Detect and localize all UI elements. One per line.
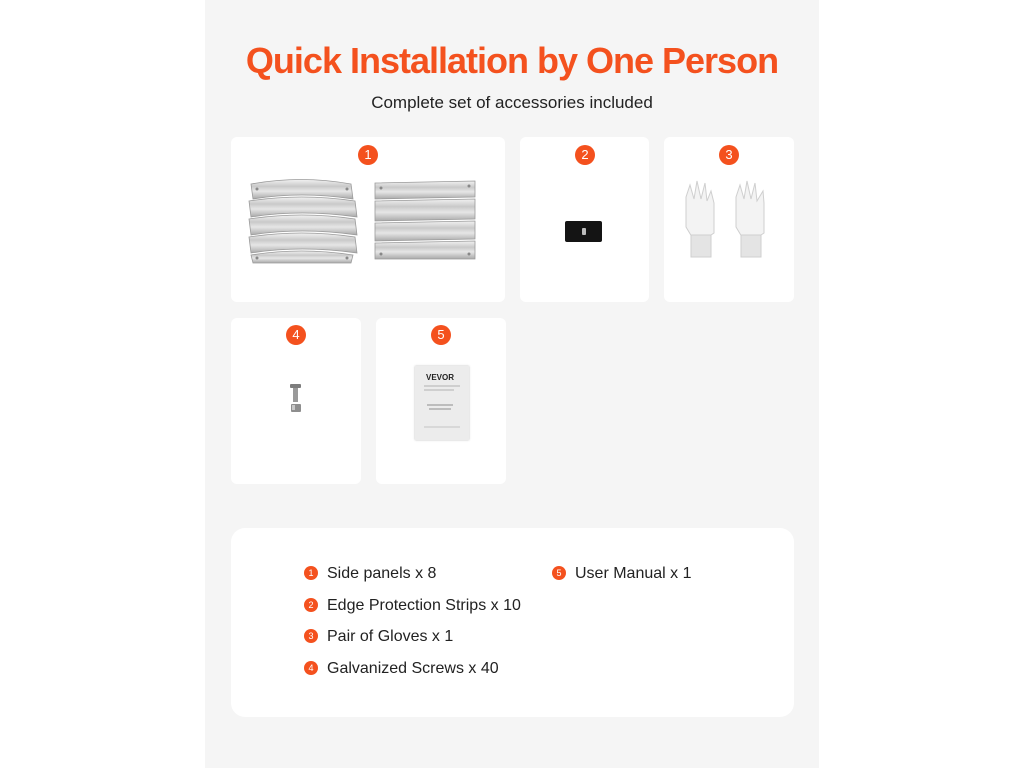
list-item-number: 5 (552, 566, 566, 580)
card-number-badge: 1 (358, 145, 378, 165)
list-item-label: User Manual x 1 (575, 565, 692, 582)
card-number-badge: 2 (575, 145, 595, 165)
gloves-icon (664, 137, 794, 302)
page-title: Quick Installation by One Person (245, 40, 779, 81)
accessories-list (231, 528, 794, 717)
list-item (304, 596, 521, 616)
manual-icon (415, 366, 469, 440)
page-subtitle: Complete set of accessories included (371, 93, 653, 112)
list-item (552, 564, 692, 584)
card-side-panels (231, 137, 505, 302)
card-screws (231, 318, 361, 484)
card-number-badge: 4 (286, 325, 306, 345)
edge-strip-icon (520, 137, 649, 302)
card-number-badge: 5 (431, 325, 451, 345)
list-item-label: Pair of Gloves x 1 (327, 628, 454, 645)
list-item (304, 659, 499, 679)
manual-brand: VEVOR (426, 373, 455, 382)
list-item-label: Galvanized Screws x 40 (327, 660, 499, 677)
list-item-number: 4 (304, 661, 318, 675)
card-user-manual (376, 318, 506, 484)
list-item-label: Edge Protection Strips x 10 (327, 597, 521, 614)
list-item-number: 3 (304, 629, 318, 643)
list-item (304, 564, 436, 584)
list-item-number: 1 (304, 566, 318, 580)
side-panels-icon (231, 137, 505, 302)
card-number-badge: 3 (719, 145, 739, 165)
card-edge-strips (520, 137, 649, 302)
card-gloves (664, 137, 794, 302)
list-item (304, 627, 453, 647)
list-item-number: 2 (304, 598, 318, 612)
screw-icon (231, 318, 361, 484)
list-item-label: Side panels x 8 (327, 565, 437, 582)
